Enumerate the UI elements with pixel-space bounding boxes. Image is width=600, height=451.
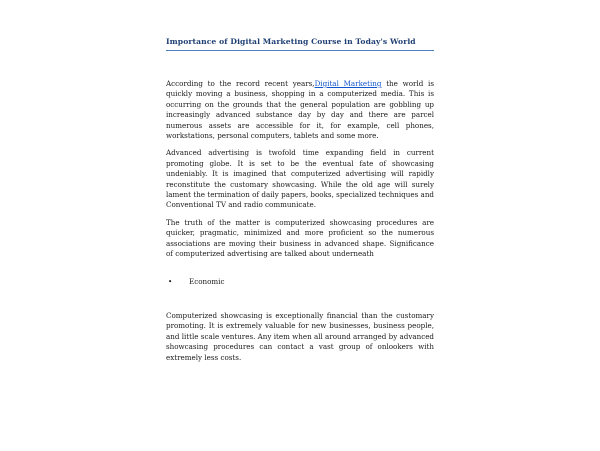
bullet-marker: • — [168, 276, 173, 286]
paragraph-1 — [166, 79, 434, 141]
title-block — [166, 37, 434, 51]
bullet-item — [166, 277, 434, 287]
paragraph-2: Advanced advertising is twofold time expanding field in current promoting globe. It is set to be the eventual fate of showcasing undeniably. It is imagined that computerized advertising will rapidly reconstitute the customary showcasing. While the old age will surely lament the termination of daily papers, books, specialized techniques and Conventional TV and radio communicate. — [166, 148, 434, 210]
document-body — [166, 79, 434, 370]
document-title: Importance of Digital Marketing Course in Today's World — [166, 37, 416, 46]
paragraph-3: The truth of the matter is computerized showcasing procedures are quicker, pragmatic, minimized and more proficient so the numerous associations are moving their business in advanced shape. Significance of computerized advertising are talked about underneath — [166, 217, 434, 259]
paragraph-1-lead: According to the record recent years, — [166, 79, 315, 88]
paragraph-1-rest: the world is quickly moving a business, shopping in a computerized media. This is occurring on the grounds that the general population are gobbling up increasingly advanced substance day by day and there are parcel numerous assets are accessible for it, for example, cell phones, workstations, personal computers, tablets and some more. — [166, 79, 434, 141]
paragraph-4: Computerized showcasing is exceptionally financial than the customary promoting. It is extremely valuable for new businesses, business people, and little scale ventures. Any item when all around arranged by advanced showcasing procedures can contact a vast group of onlookers with extremely less costs. — [166, 310, 435, 362]
bullet-text: Economic — [189, 276, 225, 286]
digital-marketing-link[interactable]: Digital Marketing — [314, 79, 382, 88]
